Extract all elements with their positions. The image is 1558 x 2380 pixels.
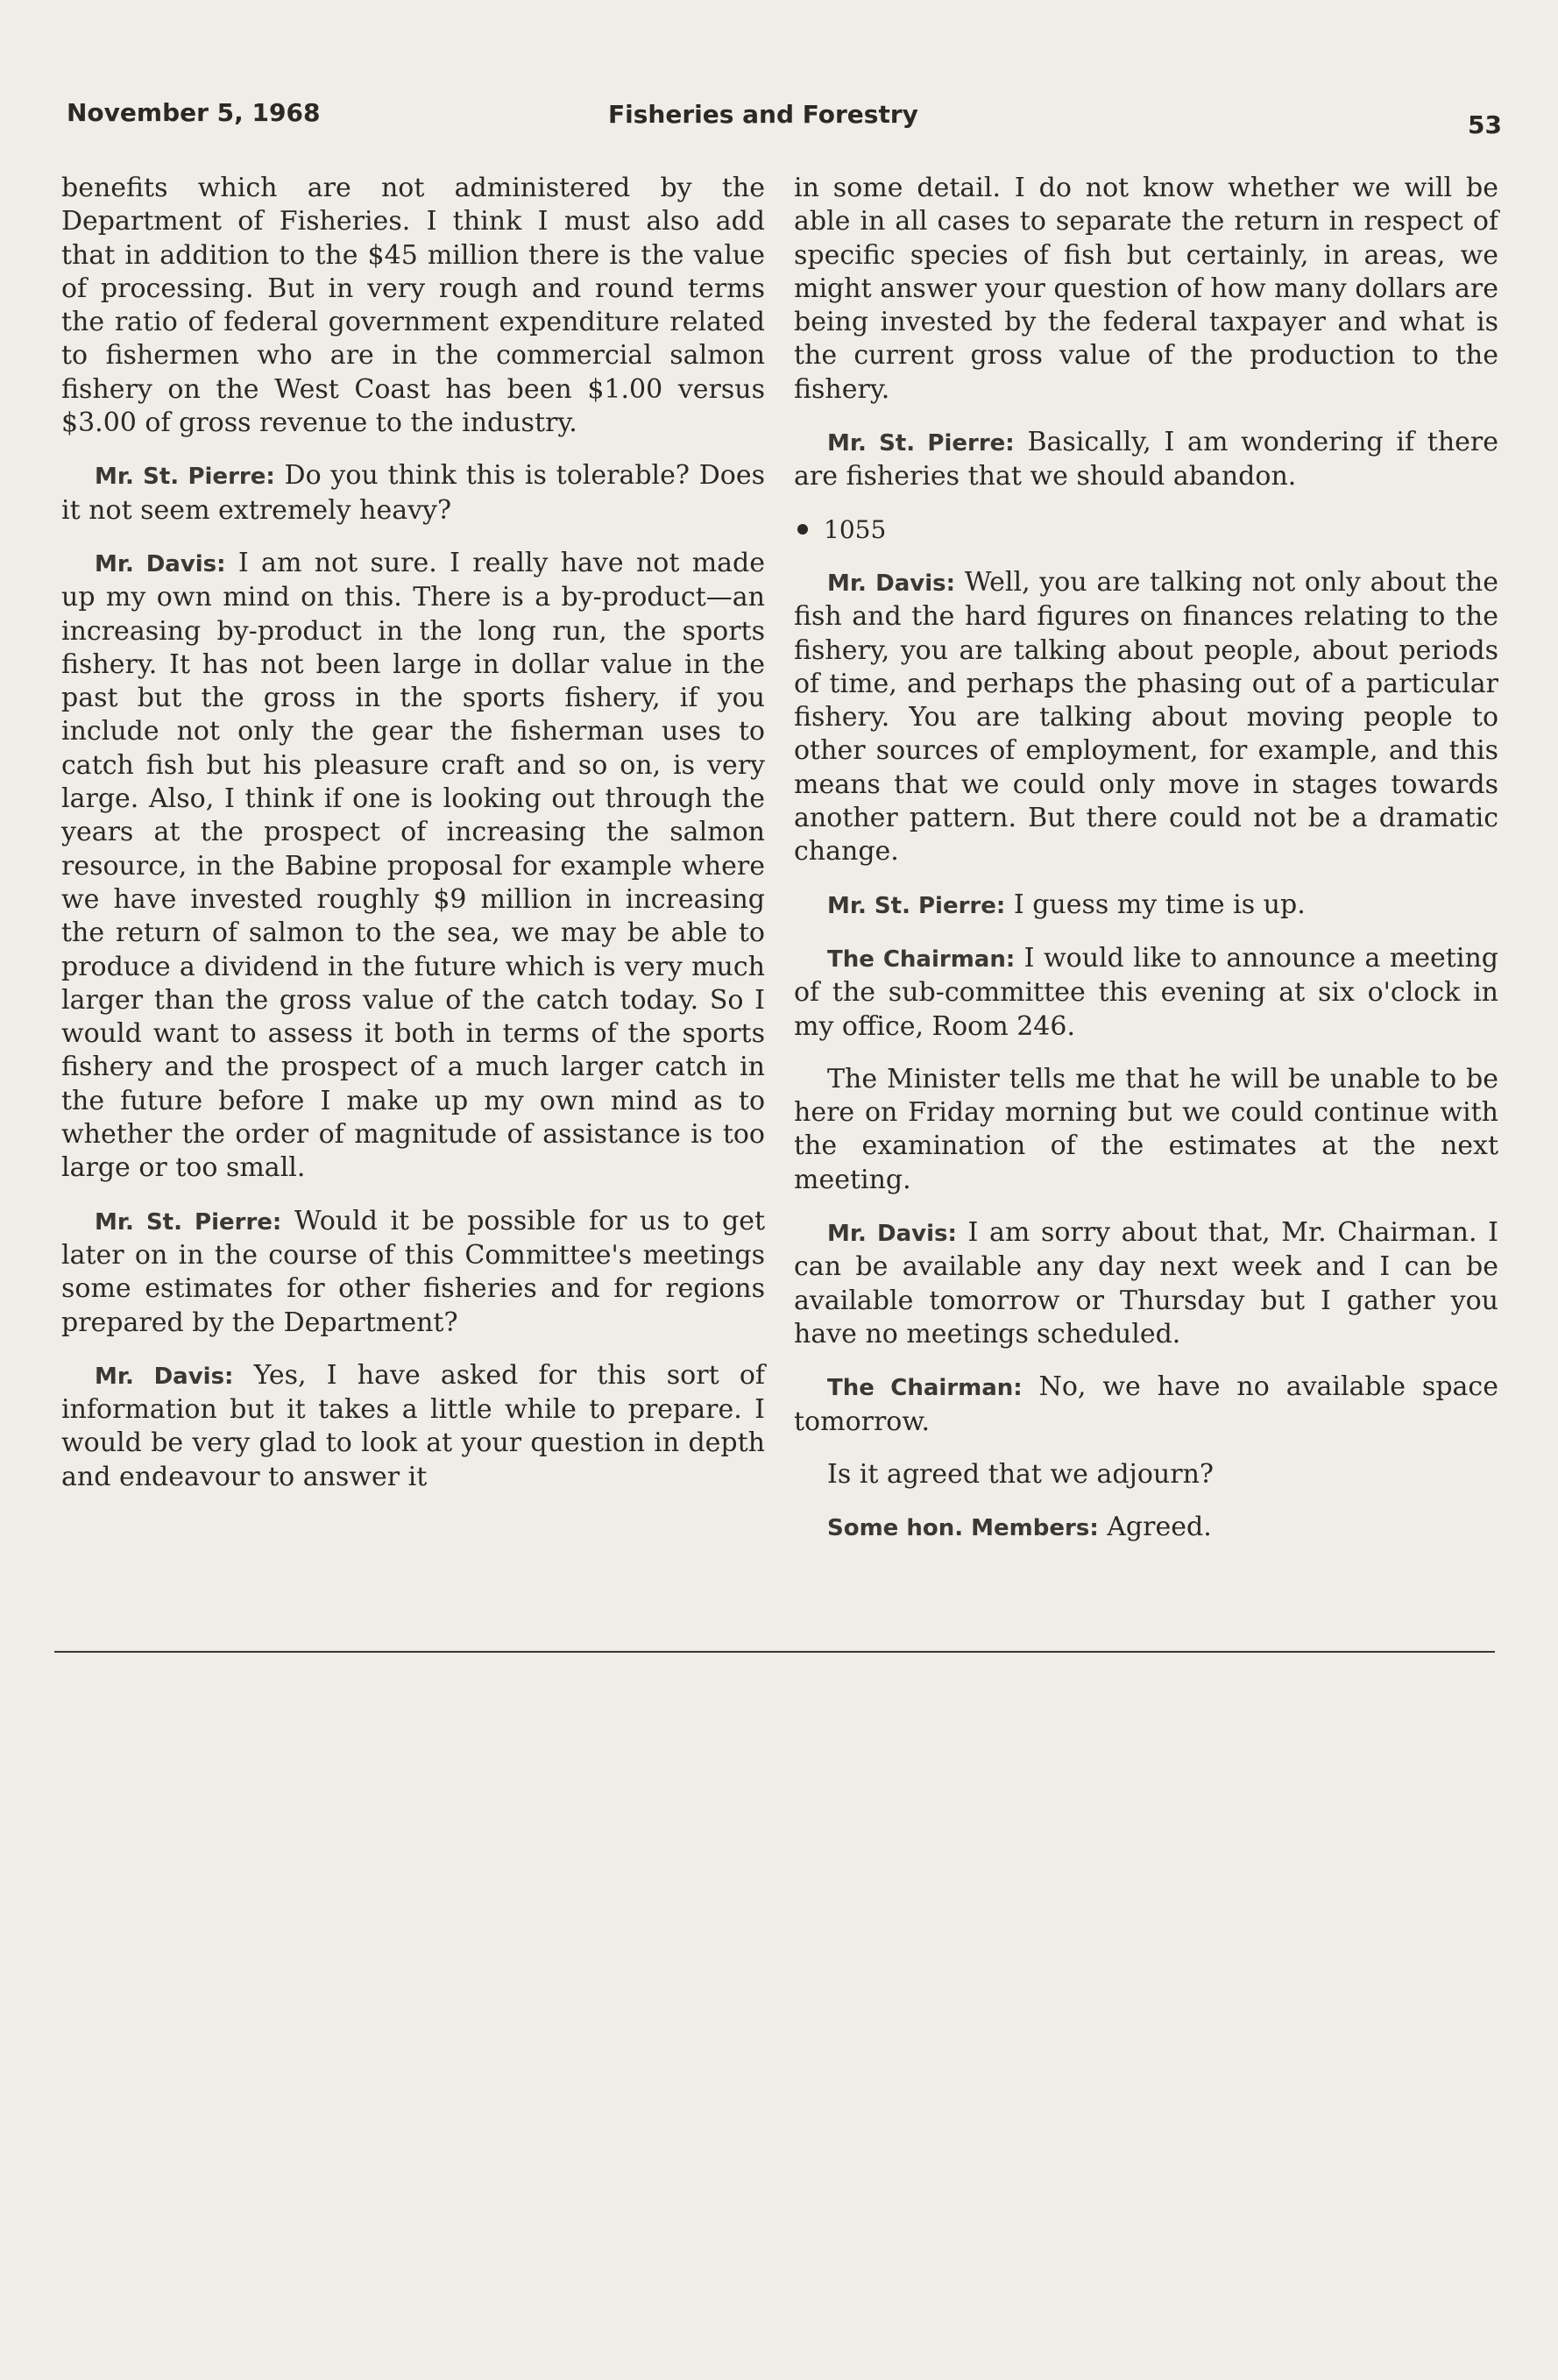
speech: [794, 426, 1498, 494]
speech-text: Well, you are talking not only about the fish and the hard figures on finances relating to the fishery, you are talking about people, about periods of time, and perhaps the phasing out of a particular fishery. You are talking about moving people to other sources of employment, for example, and this means that we could only move in stages towards another pattern. But there could not be a dramatic change.: [794, 566, 1498, 868]
speech-text: Do you think this is tolerable? Does it not seem extremely heavy?: [61, 460, 766, 526]
speech: [794, 1216, 1498, 1351]
speaker-name: Mr. St. Pierre:: [827, 430, 1015, 457]
header-title: Fisheries and Forestry: [608, 100, 918, 129]
speech-text: No, we have no available space tomorrow.: [794, 1371, 1498, 1437]
speech: [794, 566, 1498, 869]
speech: [61, 1205, 765, 1340]
time-marker-text: 1055: [824, 514, 887, 544]
paragraph-text: The Minister tells me that he will be unable to be here on Friday morning but we could continue with the examination of the estimates at the next meeting.: [794, 1063, 1498, 1195]
speaker-name: Mr. St. Pierre:: [95, 1208, 282, 1236]
speech-text: I am not sure. I really have not made up my own mind on this. There is a by-product—an increasing by-product in the long run, the sports fishery. It has not been large in dollar value in the past but the gross in the sports fishery, if you include not only the gear the fisherman uses to catch fish but his pleasure craft and so on, is very large. Also, I think if one is looking out through the years at the prospect of increasing the salmon resource, in the Babine proposal for example where we have invested roughly $9 million in increasing the return of salmon to the sea, we may be able to produce a dividend in the future which is very much larger than the gross value of the catch today. So I would want to assess it both in terms of the sports fishery and the prospect of a much larger catch in the future before I make up my own mind as to whether the order of magnitude of assistance is too large or too small.: [61, 547, 765, 1184]
speaker-name: Mr. St. Pierre:: [95, 464, 275, 491]
speaker-name: Mr. Davis:: [95, 550, 226, 577]
paragraph-text: Is it agreed that we adjourn?: [827, 1458, 1214, 1490]
speaker-name: Mr. Davis:: [827, 570, 955, 597]
page-number: 53: [1468, 110, 1502, 139]
section-divider: [54, 1651, 1495, 1653]
speech: [794, 1371, 1498, 1439]
speaker-name: Mr. St. Pierre:: [827, 892, 1006, 919]
speech: [61, 459, 765, 528]
speech: [61, 547, 765, 1186]
speech: [794, 942, 1498, 1044]
speech-text: Would it be possible for us to get later on in the course of this Committee's meetings some estimates for other fisheries and for regions prepared by the Department?: [61, 1205, 766, 1338]
speech-text: I would like to announce a meeting of the sub-committee this evening at six o'clock in my office, Room 246.: [794, 942, 1498, 1042]
time-marker: [794, 514, 1498, 547]
speech-text: Agreed.: [1107, 1512, 1212, 1543]
speaker-name: The Chairman:: [827, 946, 1016, 973]
paragraph: [794, 172, 1498, 407]
speech-text: Basically, I am wondering if there are fisheries that we should abandon.: [794, 427, 1499, 492]
bullet-icon: [797, 524, 808, 535]
speech-text: I guess my time is up.: [1013, 889, 1306, 920]
speech: [794, 1511, 1498, 1545]
speaker-name: Mr. Davis:: [827, 1221, 957, 1248]
left-column: [61, 172, 765, 1513]
speaker-name: Some hon. Members:: [827, 1515, 1099, 1542]
speech: [61, 1359, 765, 1494]
paragraph-text: in some detail. I do not know whether we will be able in all cases to separate the return in respect of specific species of fish but certainly, in areas, we might answer your question of how many dollars are being invested by the federal taxpayer and what is the current gross value of the production to the fishery.: [794, 173, 1498, 405]
right-column: [794, 172, 1498, 1564]
speech-text: Yes, I have asked for this sort of information but it takes a little while to prepare. I would be very glad to look at your question in depth and endeavour to answer it: [61, 1359, 765, 1492]
header-date: November 5, 1968: [67, 98, 321, 127]
paragraph: [794, 1458, 1498, 1491]
paragraph-text: benefits which are not administered by the Department of Fisheries. I think I must also add that in addition to the $45 million there is the value of processing. But in very rough and round terms the ratio of federal government expenditure related to fishermen who are in the commercial salmon fishery on the West Coast has been $1.00 versus $3.00 of gross revenue to the industry.: [61, 173, 765, 439]
speech: [794, 889, 1498, 923]
speaker-name: Mr. Davis:: [95, 1363, 234, 1390]
speaker-name: The Chairman:: [827, 1375, 1023, 1402]
speech-text: I am sorry about that, Mr. Chairman. I can be available any day next week and I can be available tomorrow or Thursday but I gather you have no meetings scheduled.: [794, 1217, 1499, 1349]
paragraph: [794, 1063, 1498, 1197]
page-header: [65, 95, 1502, 138]
paragraph: [61, 172, 765, 440]
